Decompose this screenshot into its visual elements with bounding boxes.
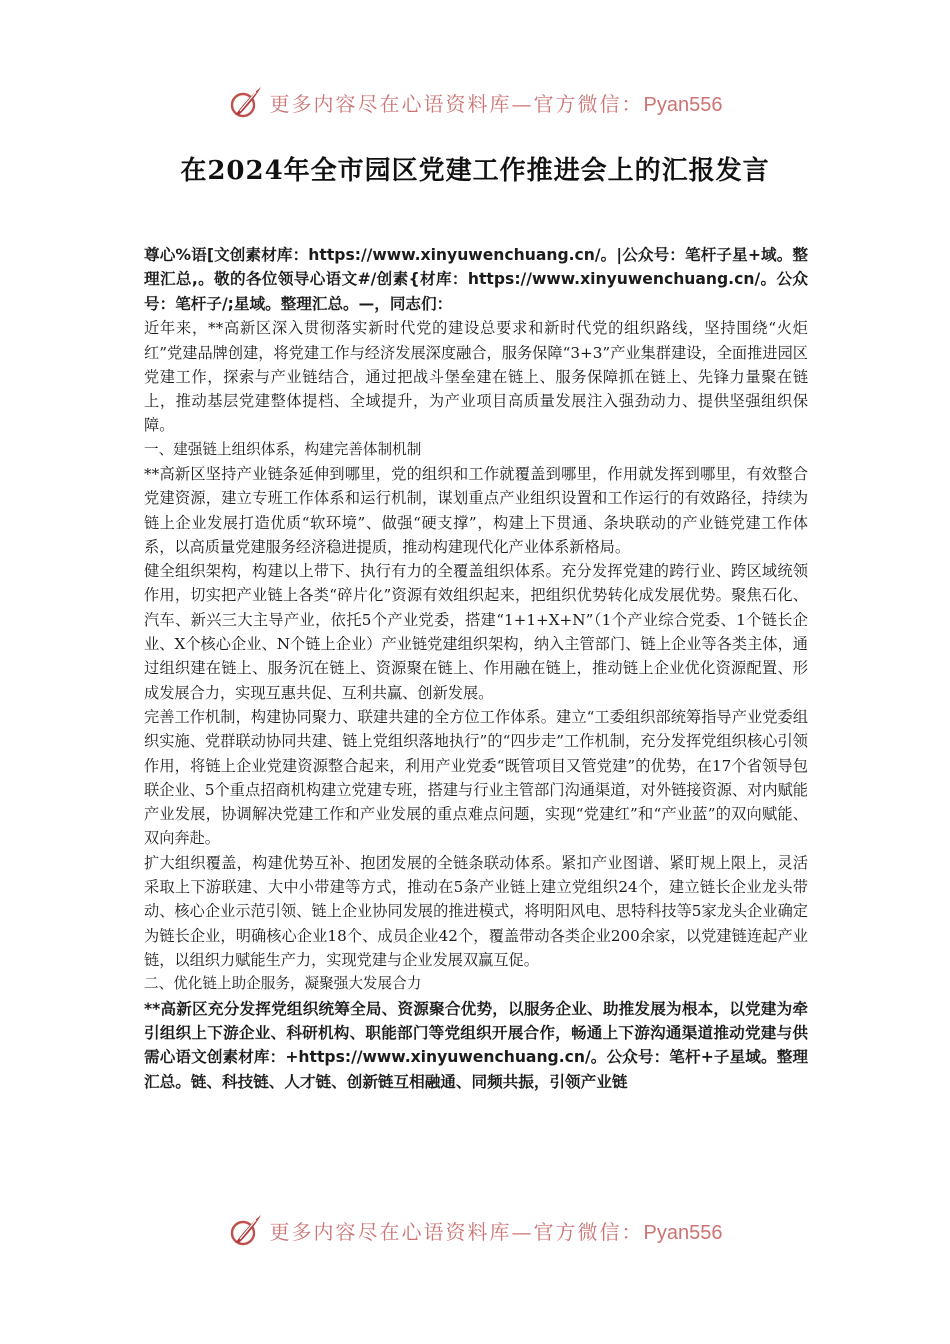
section-heading: 二、优化链上助企服务，凝聚强大发展合力 (144, 975, 422, 993)
watermark-wechat-id: Pyan556 (643, 93, 723, 116)
watermark-wechat-id: Pyan556 (643, 1221, 723, 1244)
body-paragraph: 完善工作机制，构建协同聚力、联建共建的全方位工作体系。建立“工委组织部统筹指导产业党委组织实施、党群联动协同共建、链上党组织落地执行”的“四步走”工作机制，充分发挥党组织核心引领作用，将链上企业党建资源整合起来，利用产业党委“既管项目又管党建”的优势，在17个省领导包联企业、5个重点招商机构建立党建专班，搭建与行业主管部门沟通渠道，对外链接资源、对内赋能产业发展，协调解决党建工作和产业发展的重点难点问题，实现“党建红”和“产业蓝”的双向赋能、双向奔赴。 (144, 707, 808, 848)
document-body (144, 243, 808, 1094)
salutation-paragraph: 尊心%语[文创素材库：https://www.xinyuwenchuang.cn/。|公众号：笔杆子星+域。整理汇总,。敬的各位领导心语文#/创素{材库：https://www.xinyuwenchuang.cn/。公众号：笔杆子/;星域。整理汇总。—，同志们： (144, 246, 808, 313)
watermark-header (0, 80, 950, 124)
watermark-label: 更多内容尽在心语资料库—官方微信： (269, 91, 644, 116)
watermark-label: 更多内容尽在心语资料库—官方微信： (269, 1219, 644, 1244)
watermark-footer (0, 1208, 950, 1252)
body-paragraph: **高新区坚持产业链条延伸到哪里，党的组织和工作就覆盖到哪里，作用就发挥到哪里，有效整合党建资源，建立专班工作体系和运行机制，谋划重点产业组织设置和工作运行的有效路径，持续为链上企业发展打造优质“软环境”、做强“硬支撑”，构建上下贯通、条块联动的产业链党建工作体系，以高质量党建服务经济稳进提质，推动构建现代化产业体系新格局。 (144, 465, 808, 556)
section-heading: 一、建强链上组织体系，构建完善体制机制 (144, 440, 422, 458)
watermark-text (270, 88, 723, 117)
body-paragraph: 扩大组织覆盖，构建优势互补、抱团发展的全链条联动体系。紧扣产业图谱、紧盯规上限上，灵活采取上下游联建、大中小带建等方式，推动在5条产业链上建立党组织24个，建立链长企业龙头带动、核心企业示范引领、链上企业协同发展的推进模式，将明阳风电、思特科技等5家龙头企业确定为链长企业，明确核心企业18个、成员企业42个，覆盖带动各类企业200余家，以党建链连起产业链，以组织力赋能生产力，实现党建与企业发展双赢互促。 (144, 853, 808, 969)
watermark-text (270, 1216, 723, 1245)
document-title: 在2024年全市园区党建工作推进会上的汇报发言 (180, 156, 770, 186)
body-paragraph: 健全组织架构，构建以上带下、执行有力的全覆盖组织体系。充分发挥党建的跨行业、跨区域统领作用，切实把产业链上各类“碎片化”资源有效组织起来，把组织优势转化成发展优势。聚焦石化、汽车、新兴三大主导产业，依托5个产业党委，搭建“1+1+X+N”（1个产业综合党委、1个链长企业、X个核心企业、N个链上企业）产业链党建组织架构，纳入主管部门、链上企业等各类主体，通过组织建在链上、服务沉在链上、资源聚在链上、作用融在链上，推动链上企业优化资源配置、形成发展合力，实现互惠共促、互利共赢、创新发展。 (144, 562, 808, 702)
body-paragraph-bold: **高新区充分发挥党组织统筹全局、资源聚合优势，以服务企业、助推发展为根本，以党建为牵引组织上下游企业、科研机构、职能部门等党组织开展合作，畅通上下游沟通渠道推动党建与供需心语文创素材库：+https://www.xinyuwenchuang.cn/。公众号：笔杆+子星域。整理汇总。链、科技链、人才链、创新链互相融通、同频共振，引领产业链 (144, 999, 808, 1091)
quill-logo-icon (228, 1212, 264, 1248)
body-paragraph: 近年来，**高新区深入贯彻落实新时代党的建设总要求和新时代党的组织路线，坚持围绕“火炬红”党建品牌创建，将党建工作与经济发展深度融合，服务保障“3+3”产业集群建设，全面推进园区党建工作，探索与产业链结合，通过把战斗堡垒建在链上、服务保障抓在链上、先锋力量聚在链上，推动基层党建整体提档、全域提升，为产业项目高质量发展注入强劲动力、提供坚强组织保障。 (144, 319, 808, 435)
quill-logo-icon (228, 84, 264, 120)
